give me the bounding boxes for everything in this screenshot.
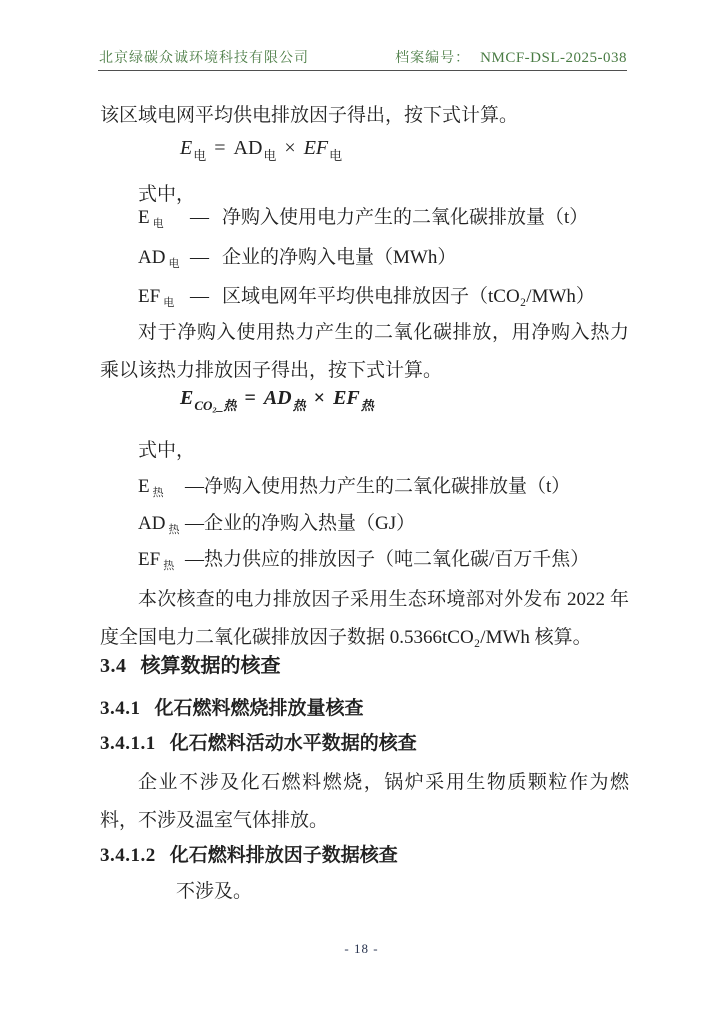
paragraph-emission-factor-source: 本次核查的电力排放因子采用生态环境部对外发布 2022 年度全国电力二氧化碳排放因子数据 0.5366tCO₂/MWh 核算。 — [100, 589, 629, 648]
formula-sub-E: 电 — [193, 148, 207, 163]
formula-electricity-emission — [180, 137, 342, 164]
definition-row-E-elec — [138, 202, 588, 231]
paragraph-grid-factor: 该区域电网平均供电排放因子得出，按下式计算。 — [100, 105, 519, 126]
definition-term: EF $_电$ — [138, 286, 175, 309]
definition-description: 净购入使用电力产生的二氧化碳排放量（t） — [222, 207, 589, 228]
header-divider — [98, 70, 627, 71]
section-number: 3.4.1.1 — [100, 733, 156, 754]
definition-term: E $_电$ — [138, 207, 164, 230]
file-number-label: 档案编号： — [395, 51, 471, 66]
paragraph-heat-intro: 对于净购入使用热力产生的二氧化碳排放，用净购入热力乘以该热力排放因子得出，按下式计算。 — [100, 322, 629, 381]
definition-row-E-heat — [138, 471, 570, 500]
formula-term-EF: EF — [303, 137, 329, 159]
definition-row-EF-elec — [138, 281, 595, 310]
definition-description: 热力供应的排放因子（吨二氧化碳/百万千焦） — [204, 549, 590, 570]
paragraph-no-fossil-fuel: 企业不涉及化石燃料燃烧，锅炉采用生物质颗粒作为燃料，不涉及温室气体排放。 — [100, 772, 629, 831]
equals-sign: = — [244, 387, 256, 409]
header-file-number — [395, 47, 627, 67]
section-title: 核算数据的核查 — [140, 655, 281, 677]
definition-description: 净购入使用热力产生的二氧化碳排放量（t） — [204, 476, 571, 497]
formula-heat-emission — [180, 387, 374, 414]
formula-sub-AD: 电 — [263, 148, 277, 163]
definition-row-AD-heat — [138, 508, 415, 537]
definition-term: AD $_电$ — [138, 247, 180, 270]
section-heading-3-4-1-2 — [100, 840, 398, 867]
formula-sub-EF: 电 — [329, 148, 343, 163]
formula-term-EF: EF — [333, 387, 360, 409]
definition-row-EF-heat — [138, 544, 589, 573]
definition-dash: — — [185, 549, 204, 570]
formula-term-AD: AD — [233, 137, 263, 159]
where-label: 式中， — [138, 440, 196, 461]
definition-description: 企业的净购入电量（MWh） — [222, 247, 457, 268]
definition-description: 区域电网年平均供电排放因子（tCO₂/MWh） — [222, 286, 595, 307]
section-title: 化石燃料排放因子数据核查 — [169, 845, 398, 866]
where-label: 式中， — [138, 184, 196, 205]
section-title: 化石燃料活动水平数据的核查 — [169, 733, 417, 754]
section-number: 3.4.1.2 — [100, 845, 156, 866]
definition-term: EF $_热$ — [138, 549, 175, 572]
formula-term-AD: AD — [263, 387, 292, 409]
header-company-name: 北京绿碳众诚环境科技有限公司 — [99, 51, 309, 66]
section-heading-3-4-1 — [100, 693, 364, 720]
section-number: 3.4 — [100, 655, 127, 677]
formula-sub-AD: 热 — [292, 398, 306, 413]
definition-row-AD-elec — [138, 242, 456, 271]
definition-dash: — — [190, 247, 209, 268]
section-number: 3.4.1 — [100, 698, 141, 719]
equals-sign: = — [214, 137, 226, 159]
formula-term-E: E — [180, 387, 194, 409]
section-heading-3-4-1-1 — [100, 728, 417, 755]
section-title: 化石燃料燃烧排放量核查 — [154, 698, 364, 719]
page-number: - 18 - — [344, 941, 379, 956]
multiply-sign: × — [313, 387, 326, 409]
file-number-value: NMCF-DSL-2025-038 — [480, 50, 627, 66]
definition-dash: — — [190, 286, 209, 307]
formula-sub-EF: 热 — [360, 398, 374, 413]
formula-sub-E: CO₂_热 — [194, 398, 237, 413]
definition-dash: — — [185, 513, 204, 534]
definition-dash: — — [190, 207, 209, 228]
multiply-sign: × — [284, 137, 296, 159]
definition-term: AD $_热$ — [138, 513, 180, 536]
formula-term-E: E — [180, 137, 193, 159]
definition-description: 企业的净购入热量（GJ） — [204, 513, 416, 534]
paragraph-not-applicable: 不涉及。 — [176, 881, 253, 902]
definition-term: E $_热$ — [138, 476, 164, 499]
definition-dash: — — [185, 476, 204, 497]
section-heading-3-4 — [100, 649, 281, 678]
